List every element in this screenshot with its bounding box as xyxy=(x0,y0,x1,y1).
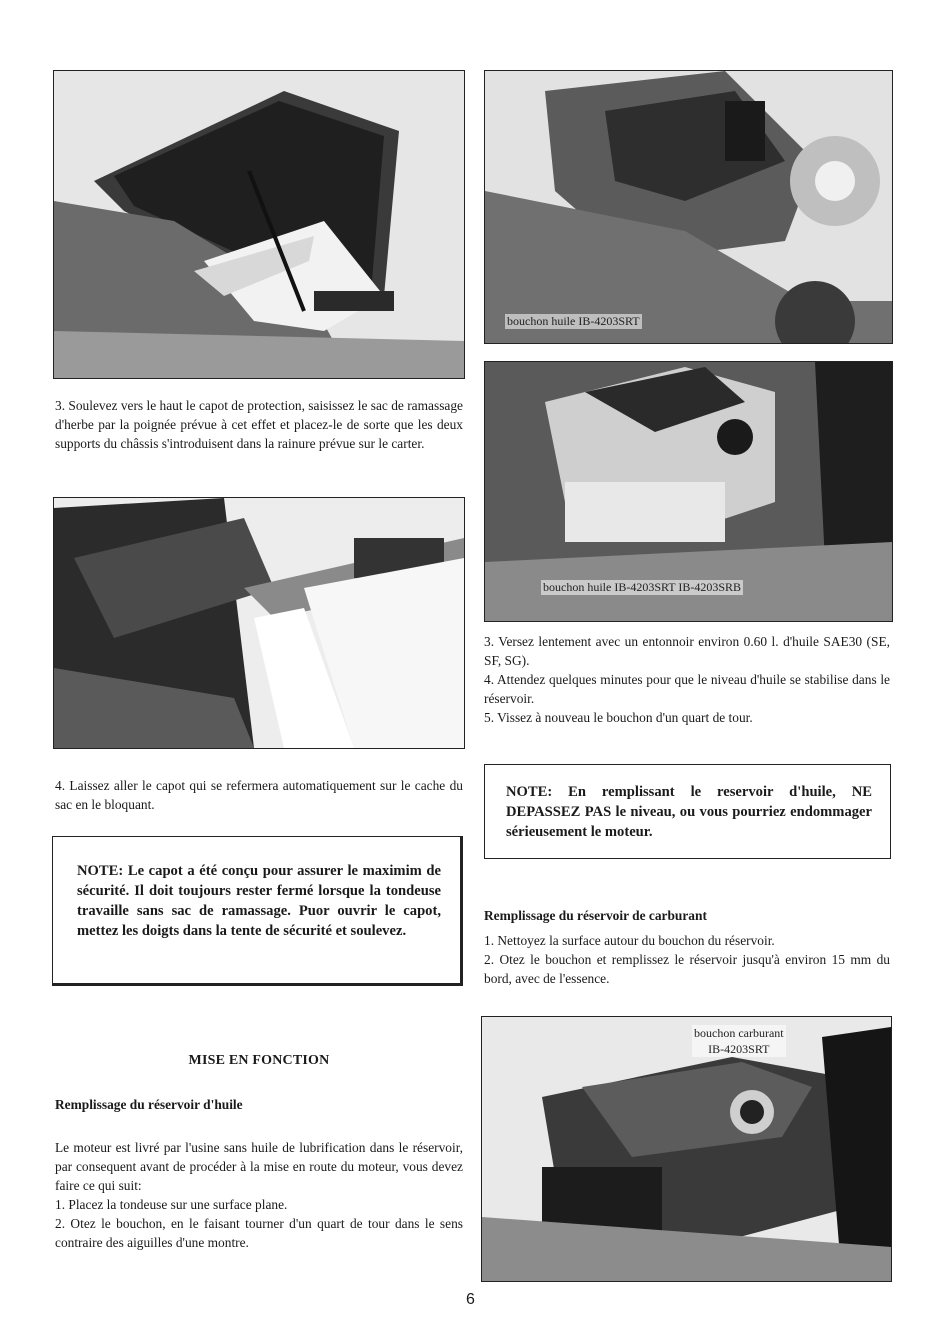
oil-cap-photo-1 xyxy=(484,70,893,344)
oil-fill-heading: Remplissage du réservoir d'huile xyxy=(55,1097,243,1112)
oil-step2: 2. Otez le bouchon, en le faisant tourner d'un quart de tour dans le sens contraire des aiguilles d'une montre. xyxy=(55,1216,463,1250)
grass-bag-photo xyxy=(53,70,465,379)
fuel-cap-caption xyxy=(692,1025,786,1057)
oil-step4: 4. Attendez quelques minutes pour que le niveau d'huile se stabilise dans le réservoir. xyxy=(484,672,890,706)
oil-cap-photo-2 xyxy=(484,361,893,622)
oil-cap-caption-2: bouchon huile IB-4203SRT IB-4203SRB xyxy=(543,580,742,594)
oil-note-text: NOTE: En remplissant le reservoir d'huile, NE DEPASSEZ PAS le niveau, ou vous pourriez endommager sérieusement le moteur. xyxy=(506,784,872,840)
step4-paragraph: 4. Laissez aller le capot qui se refermera automatiquement sur le cache du sac en le bloquant. xyxy=(55,778,463,812)
bag-chassis-photo xyxy=(53,497,465,749)
oil-instructions xyxy=(55,1138,463,1252)
fuel-step1: 1. Nettoyez la surface autour du bouchon du réservoir. xyxy=(484,933,775,948)
step3-paragraph: 3. Soulevez vers le haut le capot de protection, saisissez le sac de ramassage d'herbe par la poignée prévue à cet effet et placez-le de sorte que les deux supports du châssis s'introduisent dans la rainure prévue sur le carter. xyxy=(55,398,463,451)
oil-step1: 1. Placez la tondeuse sur une surface plane. xyxy=(55,1197,288,1212)
section-title: MISE EN FONCTION xyxy=(188,1053,330,1068)
step3-text xyxy=(55,396,463,453)
safety-note-text: NOTE: Le capot a été conçu pour assurer le maximim de sécurité. Il doit toujours rester fermé lorsque la tondeuse travaille sans sac de ramassage. Puor ouvrir le capot, mettez les doigts dans la tente de sécurité et soulevez. xyxy=(77,863,441,939)
oil-step5: 5. Vissez à nouveau le bouchon d'un quart de tour. xyxy=(484,710,753,725)
oil-step3: 3. Versez lentement avec un entonnoir environ 0.60 l. d'huile SAE30 (SE, SF, SG). xyxy=(484,634,890,668)
oil-intro-paragraph: Le moteur est livré par l'usine sans huile de lubrification dans le réservoir, par consequent avant de procéder à la mise en route du moteur, vous devez faire ce qui suit: xyxy=(55,1140,463,1193)
fuel-fill-heading: Remplissage du réservoir de carburant xyxy=(484,908,707,923)
fuel-cap-caption-line1: bouchon carburant xyxy=(694,1026,784,1040)
oil-cap-caption-1: bouchon huile IB-4203SRT xyxy=(507,314,640,328)
fuel-step2: 2. Otez le bouchon et remplissez le réservoir jusqu'à environ 15 mm du bord, avec de l'essence. xyxy=(484,952,890,986)
page-number: 6 xyxy=(466,1291,475,1308)
fuel-cap-photo xyxy=(481,1016,892,1282)
fuel-instructions xyxy=(484,931,890,988)
oil-note-box xyxy=(484,764,891,859)
safety-note-box xyxy=(52,836,463,986)
oil-steps-continued xyxy=(484,632,890,727)
step4-text xyxy=(55,776,463,814)
fuel-cap-caption-line2: IB-4203SRT xyxy=(708,1042,770,1056)
